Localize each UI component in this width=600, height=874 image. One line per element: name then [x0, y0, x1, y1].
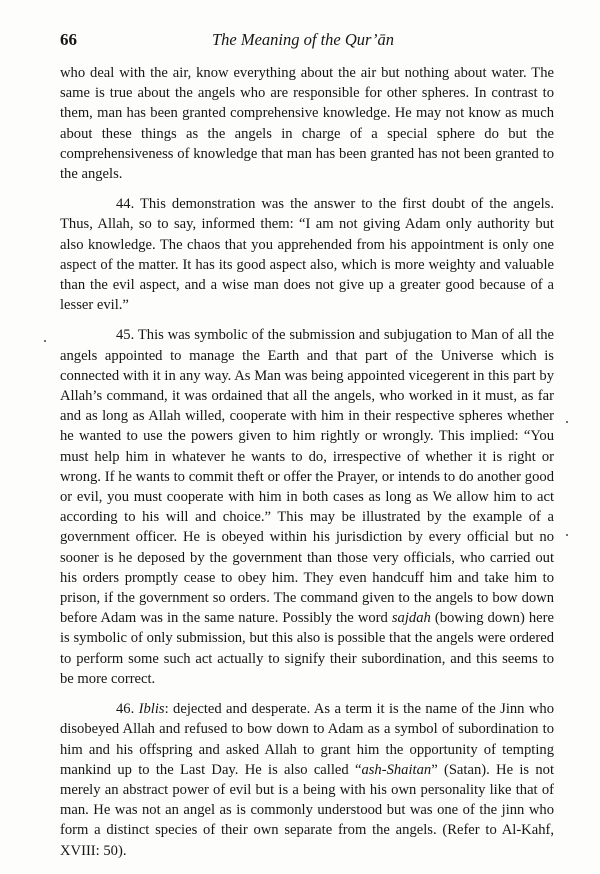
scan-speck [566, 421, 568, 423]
term-ash-shaitan: ash-Shaitan [361, 761, 432, 778]
note-46-text: : dejected and desperate. As a term it is the name of the Jinn who disobeyed Allah and refused to bow down to Adam as a symbol of subordination to him and his offspring and asked Allah to grant him the opportunity of tempting mankind up to the Last Day. He is also called “ [60, 701, 554, 778]
note-46-text-end: ” (Satan). He is not merely an abstract power of evil but is a being with his own personality like that of man. He was not an angel as is commonly understood but was one of the jinn who form a distinct species of their own separate from the angels. (Refer to Al-Kahf, XVIII: 50). [60, 761, 555, 859]
scan-speck [44, 340, 46, 342]
page-number: 66 [60, 30, 77, 49]
note-45 [60, 325, 554, 689]
note-46-number: 46. [116, 701, 139, 718]
note-44: 44. This demonstration was the answer to the first doubt of the angels. Thus, Allah, so to say, informed them: “I am not giving Adam only authority but also knowledge. The chaos that you apprehended from his appointment is only one aspect of the matter. It has its good aspect also, which is more weighty and valuable than the evil aspect, and a wise man does not give up a greater good because of a lesser evil.” [60, 196, 554, 314]
note-45-text: 45. This was symbolic of the submission and subjugation to Man of all the angels appointed to manage the Earth and that part of the Universe which is connected with it in any way. As Man was being appointed vicegerent in this part by Allah’s command, it was ordained that all the angels, who worked in it must, as far and as long as Allah willed, cooperate with him in their respective spheres whether he wanted to use the powers given to him rightly or wrongly. This implied: “You must help him in whatever he wants to do, irrespective of whether it is right or wrong. If he wants to commit theft or offer the Prayer, or intends to do another good or evil, you must cooperate with him in both cases as long as We allow him to act according to his will and choice.” This may be illustrated by the example of a government officer. He is obeyed within his jurisdiction by every official but no sooner is he deposed by the government than those very officials, who carried out his orders promptly cease to obey him. They even handcuff him and take him to prison, if the government so orders. The command given to the angels to bow down before Adam was in the same nature. Possibly the word [60, 327, 554, 627]
term-iblis: Iblis [138, 701, 165, 718]
note-46 [60, 699, 554, 861]
paragraph-continuation: who deal with the air, know everything about the air but nothing about water. The same is true about the angels who are responsible for other spheres. In contrast to them, man has been granted comprehensive knowledge. He may not know as much about these things as the angels in charge of a special sphere do but the comprehensiveness of knowledge that man has been granted has not been granted to the angels. [60, 65, 554, 183]
note-45-text-end: (bowing down) here is symbolic of only submission, but this also is possible that the angels were ordered to perform some such act actually to signify their subordination, and this seems to be more correct. [60, 610, 554, 687]
scan-speck [566, 534, 568, 536]
term-sajdah: sajdah [391, 610, 431, 627]
running-head: The Meaning of the Qur’ān [211, 30, 395, 49]
page-header [60, 30, 546, 56]
body-text [60, 63, 554, 861]
